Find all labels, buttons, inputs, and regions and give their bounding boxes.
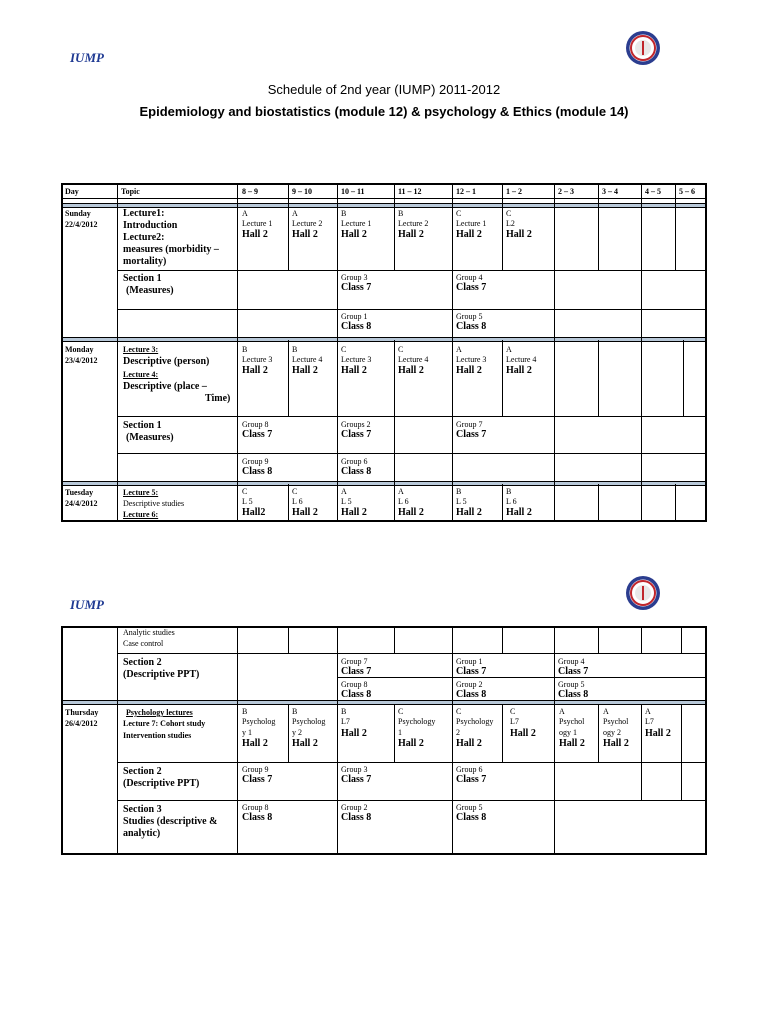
cell-lecture: Lecture 3 xyxy=(242,355,273,364)
cell-room: Hall 2 xyxy=(292,365,318,376)
cell-lecture: L 5 xyxy=(341,497,352,506)
cell-letter: B xyxy=(242,707,248,716)
class-label: Class 8 xyxy=(341,321,372,332)
class-label: Class 8 xyxy=(456,689,487,700)
cell-room: Hall 2 xyxy=(510,728,536,739)
topic-line: Descriptive studies xyxy=(123,499,185,508)
group-label: Group 5 xyxy=(456,312,483,321)
group-label: Group 2 xyxy=(341,803,368,812)
cell-letter: C xyxy=(398,707,404,716)
day-monday: Monday xyxy=(65,345,94,354)
cell-room: Hall 2 xyxy=(398,738,424,749)
column-header-topic: Topic xyxy=(121,187,140,196)
cell-lecture: ogy 1 xyxy=(559,728,577,737)
cell-lecture: Psychol xyxy=(559,717,585,726)
cell-letter: A xyxy=(341,487,347,496)
cell-letter: C xyxy=(341,345,347,354)
topic-line: Lecture 7: Cohort study xyxy=(123,719,206,728)
date-thursday: 26/4/2012 xyxy=(65,719,98,728)
cell-room: Hall 2 xyxy=(242,738,268,749)
cell-letter: C xyxy=(456,209,462,218)
column-header-8-9: 8 – 9 xyxy=(242,187,258,196)
cell-lecture: 1 xyxy=(398,728,402,737)
topic-line: Psychology lectures xyxy=(126,708,193,717)
date-monday: 23/4/2012 xyxy=(65,356,98,365)
group-label: Group 7 xyxy=(341,657,368,666)
topic-line: Lecture2: xyxy=(123,232,165,243)
class-label: Class 7 xyxy=(456,666,487,677)
group-label: Group 2 xyxy=(456,680,483,689)
column-header-11-12: 11 – 12 xyxy=(398,187,422,196)
class-label: Class 8 xyxy=(341,466,372,477)
cell-lecture: L7 xyxy=(645,717,654,726)
class-label: Class 7 xyxy=(456,774,487,785)
topic-line: Case control xyxy=(123,639,164,648)
cell-room: Hall 2 xyxy=(292,507,318,518)
topic-line: Analytic studies xyxy=(123,628,175,637)
cell-room: Hall 2 xyxy=(292,229,318,240)
group-label: Group 7 xyxy=(456,420,483,429)
cell-room: Hall 2 xyxy=(341,507,367,518)
cell-lecture: L 6 xyxy=(398,497,409,506)
cell-letter: A xyxy=(559,707,565,716)
cell-lecture: Lecture 2 xyxy=(292,219,323,228)
cell-room: Hall 2 xyxy=(242,365,268,376)
cell-lecture: y 2 xyxy=(292,728,302,737)
date-tuesday: 24/4/2012 xyxy=(65,499,98,508)
day-tuesday: Tuesday xyxy=(65,488,94,497)
section-label: Section 3 xyxy=(123,804,162,815)
cell-lecture: ogy 2 xyxy=(603,728,621,737)
topic-line: Lecture 3: xyxy=(123,345,159,354)
cell-letter: B xyxy=(242,345,248,354)
cell-letter: A xyxy=(603,707,609,716)
group-label: Group 5 xyxy=(558,680,585,689)
group-label: Group 9 xyxy=(242,765,269,774)
class-label: Class 7 xyxy=(558,666,589,677)
cell-lecture: Lecture 4 xyxy=(506,355,537,364)
cell-lecture: 2 xyxy=(456,728,460,737)
class-label: Class 7 xyxy=(242,429,273,440)
cell-room: Hall 2 xyxy=(456,365,482,376)
cell-letter: B xyxy=(341,707,347,716)
university-logo xyxy=(625,30,661,66)
topic-line: Lecture1: xyxy=(123,208,165,219)
cell-room: Hall 2 xyxy=(456,738,482,749)
column-header-3-4: 3 – 4 xyxy=(602,187,618,196)
cell-lecture: Lecture 4 xyxy=(292,355,323,364)
cell-lecture: L 5 xyxy=(242,497,253,506)
column-header-5-6: 5 – 6 xyxy=(679,187,695,196)
class-label: Class 7 xyxy=(242,774,273,785)
cell-room: Hall 2 xyxy=(242,229,268,240)
section-label: Section 2 xyxy=(123,657,162,668)
cell-room: Hall 2 xyxy=(398,365,424,376)
class-label: Class 7 xyxy=(341,282,372,293)
cell-lecture: L 5 xyxy=(456,497,467,506)
group-label: Group 1 xyxy=(341,312,368,321)
cell-letter: A xyxy=(398,487,404,496)
cell-room: Hall 2 xyxy=(341,365,367,376)
cell-lecture: Lecture 3 xyxy=(456,355,487,364)
class-label: Class 7 xyxy=(456,282,487,293)
group-label: Group 8 xyxy=(341,680,368,689)
date-sunday: 22/4/2012 xyxy=(65,220,98,229)
cell-room: Hall 2 xyxy=(341,229,367,240)
cell-room: Hall 2 xyxy=(506,507,532,518)
cell-room: Hall 2 xyxy=(506,229,532,240)
section-label: (Measures) xyxy=(126,432,174,443)
cell-lecture: Lecture 1 xyxy=(242,219,273,228)
cell-letter: C xyxy=(242,487,248,496)
cell-letter: C xyxy=(456,707,462,716)
cell-room: Hall 2 xyxy=(559,738,585,749)
group-label: Group 3 xyxy=(341,273,368,282)
cell-letter: C xyxy=(506,209,512,218)
cell-room: Hall 2 xyxy=(398,229,424,240)
section-label: (Descriptive PPT) xyxy=(123,778,200,789)
column-header-10-11: 10 – 11 xyxy=(341,187,365,196)
cell-lecture: L7 xyxy=(510,717,519,726)
section-label: Section 1 xyxy=(123,420,162,431)
class-label: Class 7 xyxy=(341,429,372,440)
column-header-4-5: 4 – 5 xyxy=(645,187,661,196)
cell-room: Hall 2 xyxy=(398,507,424,518)
topic-line: Lecture 6: xyxy=(123,510,159,519)
cell-lecture: Psycholog xyxy=(292,717,326,726)
page-title: Schedule of 2nd year (IUMP) 2011-2012 xyxy=(267,82,501,97)
brand-label: IUMP xyxy=(70,50,104,65)
group-label: Group 1 xyxy=(456,657,483,666)
topic-line: Descriptive (place – xyxy=(123,381,207,392)
group-label: Group 6 xyxy=(341,457,368,466)
cell-letter: B xyxy=(456,487,462,496)
group-label: Group 5 xyxy=(456,803,483,812)
column-header-1-2: 1 – 2 xyxy=(506,187,522,196)
cell-letter: C xyxy=(398,345,404,354)
topic-line: Introduction xyxy=(123,220,178,231)
cell-letter: B xyxy=(292,345,298,354)
cell-letter: A xyxy=(242,209,248,218)
cell-lecture: Psychology xyxy=(456,717,494,726)
section-label: Section 2 xyxy=(123,766,162,777)
cell-room: Hall 2 xyxy=(603,738,629,749)
cell-lecture: Lecture 4 xyxy=(398,355,429,364)
cell-letter: C xyxy=(510,707,516,716)
cell-lecture: Lecture 1 xyxy=(341,219,372,228)
day-thursday: Thursday xyxy=(65,708,99,717)
cell-lecture: Psychology xyxy=(398,717,436,726)
cell-letter: A xyxy=(645,707,651,716)
group-label: Group 3 xyxy=(341,765,368,774)
cell-room: Hall 2 xyxy=(456,229,482,240)
class-label: Class 8 xyxy=(341,812,372,823)
cell-room: Hall 2 xyxy=(456,507,482,518)
group-label: Group 4 xyxy=(456,273,483,282)
group-label: Group 9 xyxy=(242,457,269,466)
group-label: Groups 2 xyxy=(341,420,371,429)
cell-letter: A xyxy=(506,345,512,354)
cell-letter: B xyxy=(292,707,298,716)
cell-lecture: y 1 xyxy=(242,728,252,737)
cell-letter: B xyxy=(398,209,404,218)
column-header-12-1: 12 – 1 xyxy=(456,187,476,196)
brand-label: IUMP xyxy=(70,597,104,612)
cell-letter: A xyxy=(456,345,462,354)
cell-lecture: Lecture 3 xyxy=(341,355,372,364)
cell-room: Hall 2 xyxy=(292,738,318,749)
class-label: Class 8 xyxy=(558,689,589,700)
cell-lecture: L 6 xyxy=(506,497,517,506)
column-header-9-10: 9 – 10 xyxy=(292,187,312,196)
class-label: Class 7 xyxy=(341,666,372,677)
cell-room: Hall 2 xyxy=(506,365,532,376)
column-header-2-3: 2 – 3 xyxy=(558,187,574,196)
group-label: Group 8 xyxy=(242,803,269,812)
cell-lecture: Psychol xyxy=(603,717,629,726)
topic-line: Time) xyxy=(205,393,231,404)
class-label: Class 8 xyxy=(341,689,372,700)
group-label: Group 6 xyxy=(456,765,483,774)
section-label: analytic) xyxy=(123,828,161,839)
cell-letter: A xyxy=(292,209,298,218)
topic-line: mortality) xyxy=(123,256,167,267)
group-label: Group 4 xyxy=(558,657,585,666)
cell-letter: C xyxy=(292,487,298,496)
class-label: Class 8 xyxy=(456,812,487,823)
cell-lecture: L2 xyxy=(506,219,515,228)
class-label: Class 8 xyxy=(242,812,273,823)
topic-line: Descriptive (person) xyxy=(123,356,210,367)
cell-room: Hall 2 xyxy=(341,728,367,739)
page-subtitle: Epidemiology and biostatistics (module 12) & psychology & Ethics (module 14) xyxy=(139,104,629,119)
topic-line: measures (morbidity – xyxy=(123,244,219,255)
university-logo xyxy=(625,575,661,611)
section-label: (Descriptive PPT) xyxy=(123,669,200,680)
class-label: Class 8 xyxy=(242,466,273,477)
section-label: (Measures) xyxy=(126,285,174,296)
cell-lecture: L 6 xyxy=(292,497,303,506)
class-label: Class 7 xyxy=(456,429,487,440)
class-label: Class 7 xyxy=(341,774,372,785)
cell-lecture: Lecture 1 xyxy=(456,219,487,228)
group-label: Group 8 xyxy=(242,420,269,429)
cell-letter: B xyxy=(506,487,512,496)
topic-line: Lecture 4: xyxy=(123,370,159,379)
column-header-day: Day xyxy=(65,187,79,196)
topic-line: Intervention studies xyxy=(123,731,192,740)
cell-lecture: Psycholog xyxy=(242,717,276,726)
cell-room: Hall 2 xyxy=(645,728,671,739)
topic-line: Lecture 5: xyxy=(123,488,159,497)
cell-lecture: L7 xyxy=(341,717,350,726)
cell-letter: B xyxy=(341,209,347,218)
cell-room: Hall2 xyxy=(242,507,266,518)
section-label: Studies (descriptive & xyxy=(123,816,218,827)
section-label: Section 1 xyxy=(123,273,162,284)
class-label: Class 8 xyxy=(456,321,487,332)
day-sunday: Sunday xyxy=(65,209,91,218)
cell-lecture: Lecture 2 xyxy=(398,219,429,228)
